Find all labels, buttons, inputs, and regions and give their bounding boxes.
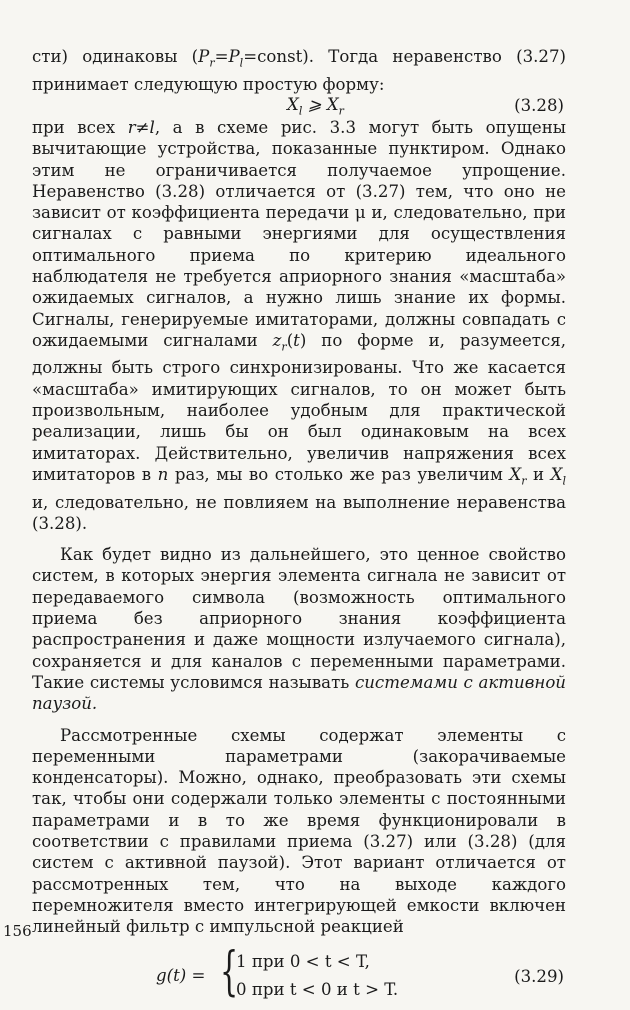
formula-3-28-expr: $X_l$ ⩾ $X_r$	[287, 94, 344, 118]
paragraph-3-term: системами с активной паузой.	[32, 672, 566, 714]
paragraph-4: Рассмотренные схемы содержат элементы с переменными параметрами (закорачиваемые конденсаторы). Можно, однако, преобразовать эти схемы так, чтобы они содержали только элементы с постоянными параметрами и в то же время функционировали в соответствии с правилами приема (3.27) или (3.28) (для систем с активной паузой). Этот вариант отличается от рассмотренных тем, что на выходе каждого перемножителя вместо интегрирующей емкости включен линейный фильтр с импульсной реакцией	[32, 725, 566, 937]
paragraph-1: сти) одинаковы $(P_r=P_l=const)$. Тогда неравенство (3.27) принимает следующую простую форму:	[32, 47, 566, 94]
paragraph-2: при всех r≠l, а в схеме рис. 3.3 могут быть опущены вычитающие устройства, показанные пунктиром. Однако этим не ограничивается получаемое упрощение. Неравенство (3.28) отличается от (3.27) тем, что оно не зависит от коэффициента передачи μ и, следовательно, при сигналах с равными энергиями для осуществления оптимального приема по критерию идеального наблюдателя не требуется априорного знания «масштаба» ожидаемых сигналов, а нужно лишь знание их формы. Сигналы, генерируемые имитаторами, должны совпадать с ожидаемыми сигналами $z_r(t)$ по форме и, разумеется, должны быть строго синхронизированы. Что же касается «масштаба» имитирующих сигналов, то он может быть произвольным, наиболее удобным для практической реализации, лишь бы он был одинаковым на всех имитаторах. Действительно, увеличив напряжения всех имитаторов в n раз, мы во столько же раз увеличим $X_r$ и $X_l$ и, следовательно, не повлияем на выполнение неравенства (3.28).	[32, 117, 567, 533]
left-brace-icon: {	[220, 941, 239, 1002]
formula-3-29-lhs: g(t) =	[156, 965, 206, 985]
paragraph-3	[32, 544, 566, 714]
formula-3-29-case-1: 1 при 0 < t < T,	[236, 951, 370, 971]
paragraph-3-text: Как будет видно из дальнейшего, это ценное свойство систем, в которых энергия элемента сигнала не зависит от передаваемого символа (возможность оптимального приема без априорного знания коэффициента распространения и даже мощности излучаемого сигнала), сохраняется и для каналов с переменными параметрами. Такие системы условимся называть	[32, 545, 566, 692]
formula-3-29	[32, 941, 566, 1010]
formula-3-28	[32, 95, 566, 117]
formula-3-29-case-2: 0 при t < 0 и t > T.	[236, 979, 399, 999]
formula-3-28-number: (3.28)	[514, 95, 564, 115]
page-number: 156	[3, 922, 32, 940]
page-body	[32, 46, 566, 1010]
formula-3-29-number: (3.29)	[514, 966, 564, 986]
